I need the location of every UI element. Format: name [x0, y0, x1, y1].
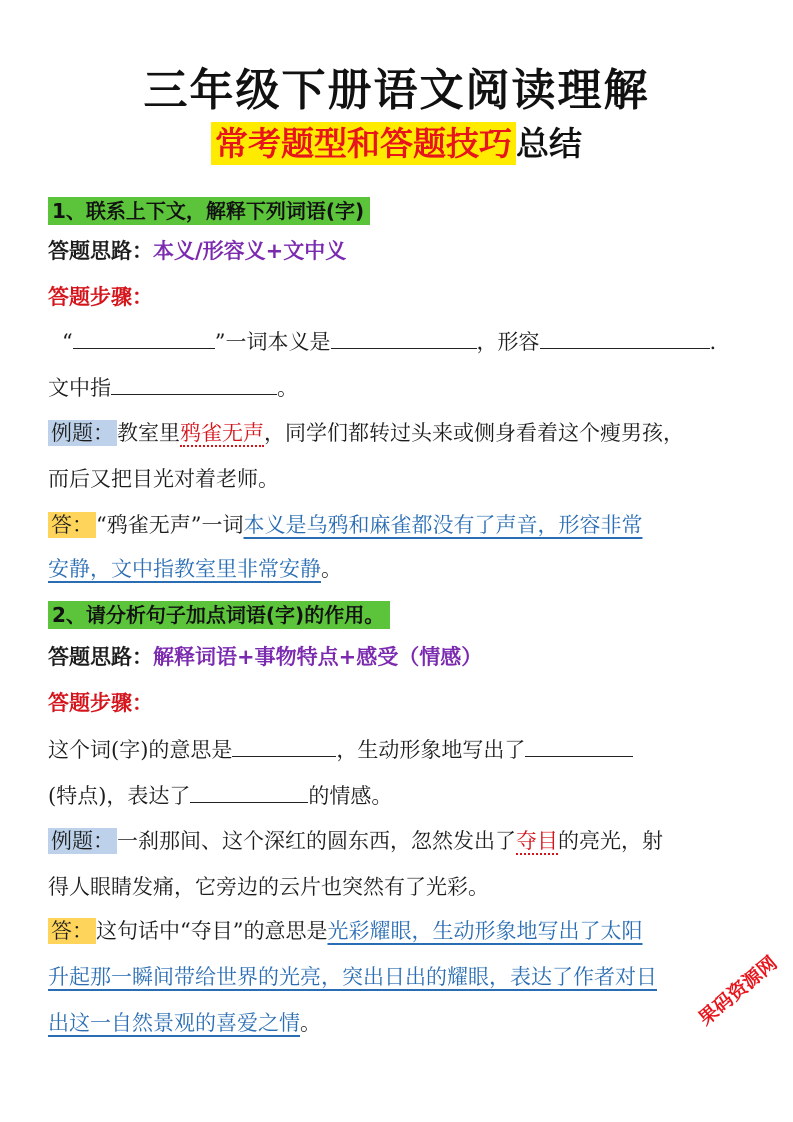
fill-blank [73, 326, 215, 349]
answer-end: 。 [300, 1011, 321, 1035]
section2-approach-row [48, 642, 482, 672]
example-text: 的亮光，射 [558, 829, 663, 853]
step2-text-c: (特点)，表达了 [48, 784, 191, 808]
section1-heading-row [48, 196, 370, 226]
section2-example-line1 [48, 826, 663, 856]
section1-approach: 本义/形容义+文中义 [153, 239, 347, 263]
section2-example-line2: 得人眼睛发痛，它旁边的云片也突然有了光彩。 [48, 875, 489, 899]
answer-blue-text: 安静，文中指教室里非常安静 [48, 557, 321, 581]
section1-steps-row [48, 282, 153, 312]
section2-step-line1 [48, 734, 633, 765]
section1-approach-label: 答题思路： [48, 239, 153, 263]
step1-text-b: ，形容 [476, 330, 540, 354]
step2-text-a: 这个词(字)的意思是 [48, 738, 233, 762]
answer-blue-text: 升起那一瞬间带给世界的光亮，突出日出的耀眼，表达了作者对日 [48, 965, 657, 989]
step1-text-d: 文中指 [48, 376, 111, 400]
example-text: 教室里 [117, 421, 180, 445]
section2-step-line2 [48, 780, 392, 811]
step1-text-a: ”一词本义是 [214, 330, 331, 354]
section2-answer-line3 [48, 1008, 321, 1038]
answer-label: 答： [48, 918, 96, 944]
step2-text-d: 的情感。 [308, 784, 393, 808]
section1-approach-row [48, 236, 346, 266]
example-text: ，同学们都转过头来或侧身看着这个瘦男孩， [264, 421, 684, 445]
section2-heading-row [48, 600, 390, 630]
step1-quote-open: “ [62, 330, 73, 354]
section2-answer-line1 [48, 916, 642, 946]
subtitle-rest: 总结 [516, 124, 582, 163]
section2-steps-row [48, 688, 153, 718]
example-text: 一刹那间、这个深红的圆东西，忽然发出了 [117, 829, 516, 853]
section1-answer-line2 [48, 554, 342, 584]
fill-blank [190, 780, 308, 803]
page-title: 三年级下册语文阅读理解 [143, 65, 650, 116]
section2-approach-label: 答题思路： [48, 645, 153, 669]
step1-text-e: 。 [277, 376, 298, 400]
fill-blank [540, 326, 710, 349]
answer-label: 答： [48, 512, 96, 538]
watermark: 果码资源网 [694, 951, 782, 1030]
fill-blank [331, 326, 477, 349]
answer-text: “鸦雀无声”一词 [96, 513, 244, 537]
section1-example-line1 [48, 418, 684, 448]
fill-blank [525, 734, 633, 757]
step2-text-b: ，生动形象地写出了 [336, 738, 526, 762]
example-key-word: 鸦雀无声 [180, 421, 264, 445]
section1-steps-label: 答题步骤： [48, 285, 153, 309]
answer-blue-text: 出这一自然景观的喜爱之情 [48, 1011, 300, 1035]
section2-heading: 2、请分析句子加点词语(字)的作用。 [48, 601, 390, 629]
subtitle-highlight: 常考题型和答题技巧 [211, 122, 516, 165]
section1-step-line1 [62, 326, 716, 357]
section2-approach: 解释词语+事物特点+感受（情感） [153, 645, 483, 669]
example-key-word: 夺目 [516, 829, 558, 853]
section2-steps-label: 答题步骤： [48, 691, 153, 715]
step1-text-c: . [709, 330, 717, 354]
example-label: 例题： [48, 828, 117, 854]
answer-text: 这句话中“夺目”的意思是 [96, 919, 328, 943]
section1-heading: 1、联系上下文，解释下列词语(字) [48, 197, 370, 225]
page-subtitle [0, 118, 793, 165]
section1-example-line2: 而后又把目光对着老师。 [48, 467, 279, 491]
section1-answer-line1 [48, 510, 642, 540]
fill-blank [111, 372, 277, 395]
section1-step-line2 [48, 372, 298, 403]
answer-blue-text: 本义是乌鸦和麻雀都没有了声音，形容非常 [243, 513, 643, 537]
section2-answer-line2 [48, 962, 657, 992]
answer-blue-text: 光彩耀眼，生动形象地写出了太阳 [327, 919, 643, 943]
fill-blank [232, 734, 336, 757]
answer-end: 。 [321, 557, 342, 581]
example-label: 例题： [48, 420, 117, 446]
